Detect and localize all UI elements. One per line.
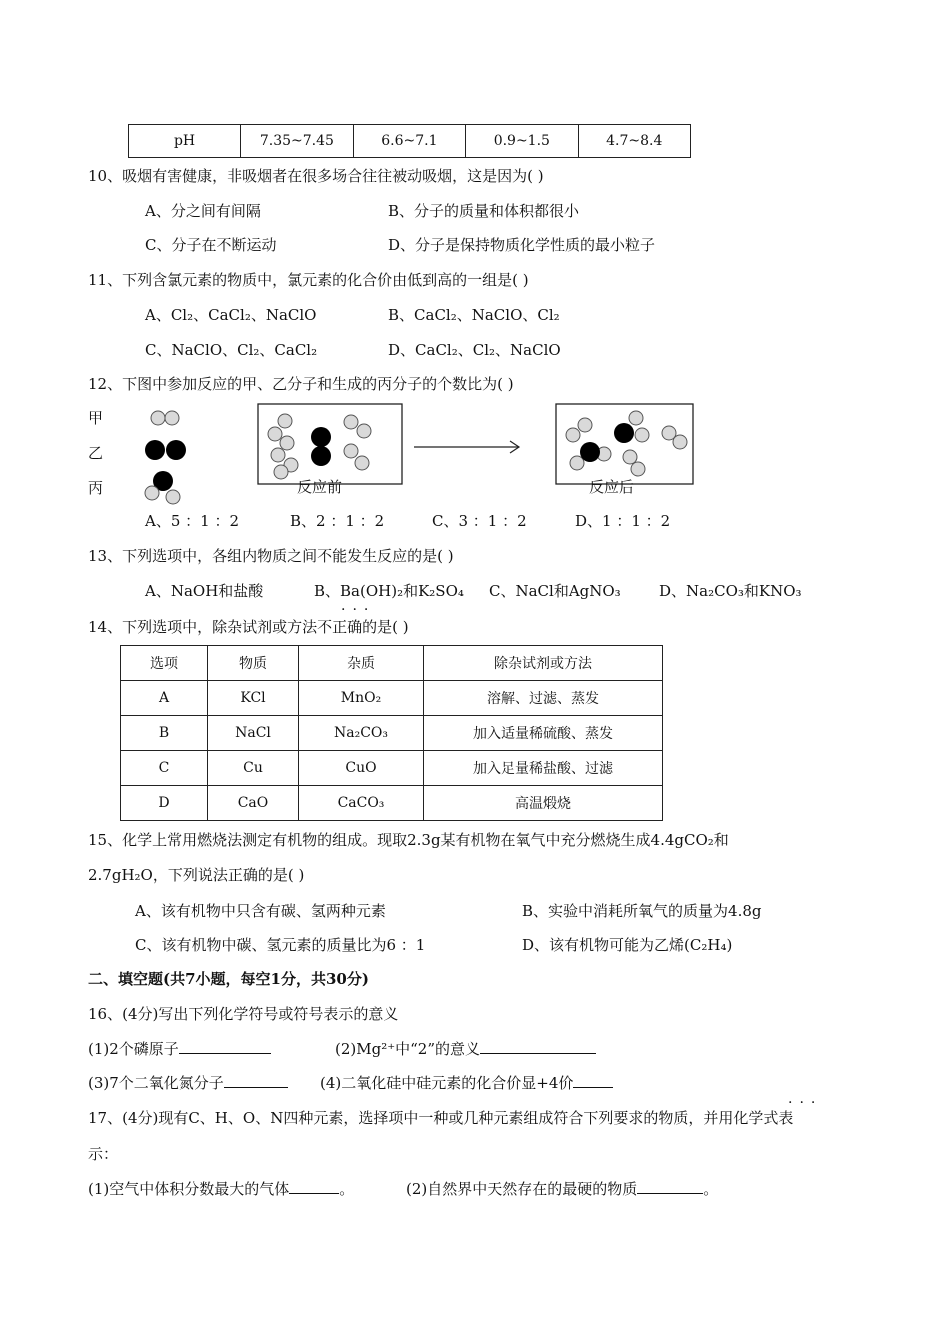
- table-cell: C: [121, 751, 208, 786]
- table-cell: 溶解、过滤、蒸发: [424, 681, 663, 716]
- question-10-option-c: C、分子在不断运动: [145, 236, 277, 254]
- table-header-row: [121, 646, 663, 681]
- question-15-stem-line2: 2.7gH₂O，下列说法正确的是( ): [88, 866, 305, 884]
- answer-blank[interactable]: [224, 1073, 288, 1088]
- question-11-option-c: C、NaClO、Cl₂、CaCl₂: [145, 341, 318, 359]
- answer-blank[interactable]: [289, 1179, 339, 1194]
- question-16-stem: 16、(4分)写出下列化学符号或符号表示的意义: [88, 1005, 399, 1023]
- question-10-stem: 10、吸烟有害健康，非吸烟者在很多场合往往被动吸烟，这是因为( ): [88, 167, 544, 185]
- part-label: (1)空气中体积分数最大的气体: [88, 1180, 290, 1198]
- question-10-option-b: B、分子的质量和体积都很小: [388, 202, 580, 220]
- question-12-option-a: A、5 ：1 ：2: [145, 512, 239, 530]
- label-yi: 乙: [88, 444, 104, 462]
- table-cell: 高温煅烧: [424, 786, 663, 821]
- question-10-option-a: A、分之间有间隔: [145, 202, 261, 220]
- question-10-option-d: D、分子是保持物质化学性质的最小粒子: [388, 236, 656, 254]
- question-15-stem-line1: 15、化学上常用燃烧法测定有机物的组成。现取2.3g某有机物在氧气中充分燃烧生成4.4gCO₂和: [88, 831, 729, 849]
- after-label: 反应后: [589, 478, 635, 496]
- table-cell: CuO: [299, 751, 424, 786]
- question-17-part1: [88, 1178, 354, 1199]
- question-16-part4: [320, 1072, 613, 1093]
- table-cell: 0.9~1.5: [466, 125, 578, 158]
- table-cell: D: [121, 786, 208, 821]
- before-label: 反应前: [297, 478, 343, 496]
- question-12-option-d: D、1 ：1 ：2: [575, 512, 671, 530]
- answer-blank[interactable]: [573, 1073, 613, 1088]
- question-13-option-d: D、Na₂CO₃和KNO₃: [659, 582, 802, 600]
- table-cell: KCl: [208, 681, 299, 716]
- table-cell: CaCO₃: [299, 786, 424, 821]
- table-header-cell: 除杂试剂或方法: [424, 646, 663, 681]
- table-header-cell: 选项: [121, 646, 208, 681]
- label-bing: 丙: [88, 479, 104, 497]
- part-label: (4)二氧化硅中硅元素的化合价显+4价: [320, 1074, 574, 1092]
- molecule-yi: [145, 440, 186, 460]
- question-17-part2: [406, 1178, 718, 1199]
- after-box: [556, 404, 693, 484]
- impurity-table: [120, 645, 663, 821]
- table-row: [121, 681, 663, 716]
- answer-blank[interactable]: [179, 1039, 271, 1054]
- question-12-option-b: B、2 ：1 ：2: [290, 512, 385, 530]
- table-cell: 6.6~7.1: [353, 125, 465, 158]
- table-cell: B: [121, 716, 208, 751]
- table-row: [121, 751, 663, 786]
- emphasis-dots: ...: [341, 598, 376, 614]
- question-16-part1: [88, 1038, 271, 1059]
- question-11-option-b: B、CaCl₂、NaClO、Cl₂: [388, 306, 560, 324]
- question-16-part2: [335, 1038, 596, 1059]
- reaction-arrow: [414, 441, 519, 453]
- question-17-stem-line1: 17、(4分)现有C、H、O、N四种元素，选择项中一种或几种元素组成符合下列要求的物质，并用化学式表: [88, 1109, 794, 1127]
- emphasis-dots: ...: [788, 1091, 823, 1107]
- question-13-option-c: C、NaCl和AgNO₃: [489, 582, 621, 600]
- table-cell: 7.35~7.45: [241, 125, 354, 158]
- question-12-option-c: C、3 ：1 ：2: [432, 512, 527, 530]
- question-16-part3: [88, 1072, 288, 1093]
- table-cell: 4.7~8.4: [578, 125, 690, 158]
- table-cell: CaO: [208, 786, 299, 821]
- question-11-option-d: D、CaCl₂、Cl₂、NaClO: [388, 341, 561, 359]
- answer-blank[interactable]: [637, 1179, 703, 1194]
- question-15-option-c: C、该有机物中碳、氢元素的质量比为6 ：1: [135, 936, 426, 954]
- section-title: 二、填空题(共7小题，每空1分，共30分): [88, 970, 369, 988]
- question-15-option-b: B、实验中消耗所氧气的质量为4.8g: [522, 902, 762, 920]
- table-cell: NaCl: [208, 716, 299, 751]
- question-17-stem-line2: 示：: [88, 1145, 119, 1163]
- table-row: [121, 786, 663, 821]
- question-13-stem: 13、下列选项中，各组内物质之间不能发生反应的是( ): [88, 547, 454, 565]
- table-cell: MnO₂: [299, 681, 424, 716]
- question-11-stem: 11、下列含氯元素的物质中，氯元素的化合价由低到高的一组是( ): [88, 271, 529, 289]
- question-14-stem: 14、下列选项中，除杂试剂或方法不正确的是( ): [88, 618, 409, 636]
- question-13-option-a: A、NaOH和盐酸: [145, 582, 264, 600]
- molecule-jia: [151, 411, 179, 425]
- part-end: 。: [339, 1180, 355, 1198]
- table-row: [121, 716, 663, 751]
- table-cell: Na₂CO₃: [299, 716, 424, 751]
- part-label: (3)7个二氧化氮分子: [88, 1074, 224, 1092]
- question-12-stem: 12、下图中参加反应的甲、乙分子和生成的丙分子的个数比为( ): [88, 375, 514, 393]
- table-cell: 加入足量稀盐酸、过滤: [424, 751, 663, 786]
- table-header-cell: 物质: [208, 646, 299, 681]
- part-label: (2)自然界中天然存在的最硬的物质: [406, 1180, 638, 1198]
- answer-blank[interactable]: [480, 1039, 596, 1054]
- table-cell: pH: [129, 125, 241, 158]
- part-end: 。: [703, 1180, 719, 1198]
- question-15-option-a: A、该有机物中只含有碳、氢两种元素: [135, 902, 386, 920]
- question-15-option-d: D、该有机物可能为乙烯(C₂H₄): [522, 936, 733, 954]
- table-header-cell: 杂质: [299, 646, 424, 681]
- table-cell: 加入适量稀硫酸、蒸发: [424, 716, 663, 751]
- molecule-bing: [145, 471, 180, 504]
- table-cell: Cu: [208, 751, 299, 786]
- part-label: (2)Mg²⁺中“2”的意义: [335, 1040, 481, 1058]
- table-cell: A: [121, 681, 208, 716]
- question-11-option-a: A、Cl₂、CaCl₂、NaClO: [145, 306, 317, 324]
- label-jia: 甲: [88, 409, 104, 427]
- question-13-option-b: B、Ba(OH)₂和K₂SO₄: [314, 582, 464, 600]
- after-particles: [566, 411, 687, 476]
- part-label: (1)2个磷原子: [88, 1040, 179, 1058]
